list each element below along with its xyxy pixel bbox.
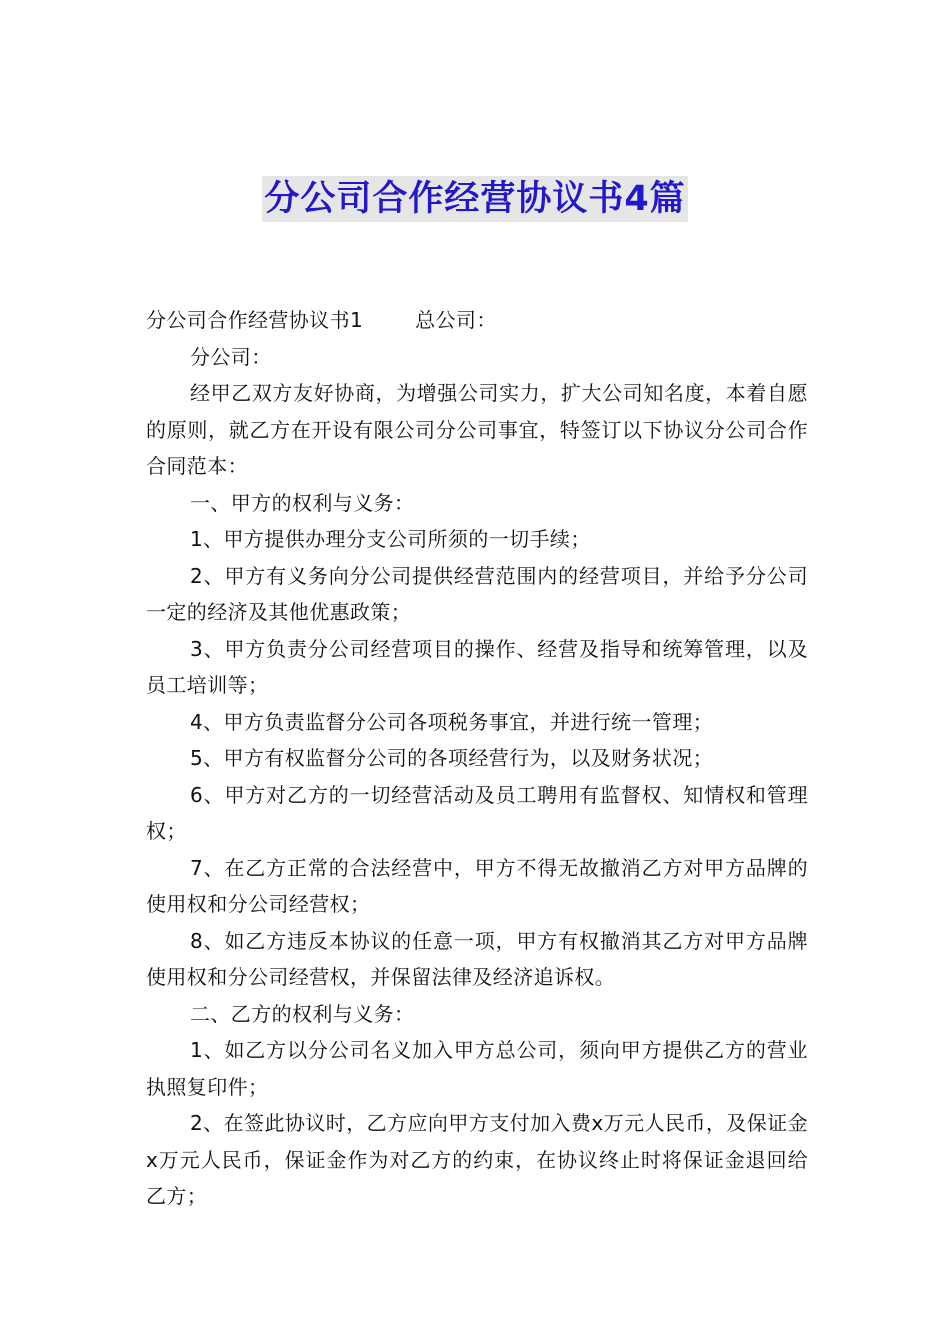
paragraph: 分公司： xyxy=(190,344,272,369)
agreement-heading: 分公司合作经营协议书1 xyxy=(146,308,364,332)
clause: 5、甲方有权监督分公司的各项经营行为，以及财务状况； xyxy=(190,746,714,770)
clause: 2、在签此协议时，乙方应向甲方支付加入费x万元人民币，及保证金x万元人民币，保证金作为对乙方的约束，在协议终止时将保证金退回给乙方； xyxy=(146,1111,808,1208)
section-heading: 二、乙方的权利与义务： xyxy=(190,1001,415,1026)
title-container xyxy=(0,176,950,222)
clause: 8、如乙方违反本协议的任意一项，甲方有权撤消其乙方对甲方品牌使用权和分公司经营权，并保留法律及经济追诉权。 xyxy=(146,928,808,989)
first-line xyxy=(146,302,808,339)
document-body xyxy=(146,302,808,1215)
clause: 3、甲方负责分公司经营项目的操作、经营及指导和统筹管理，以及员工培训等； xyxy=(146,636,808,697)
document-title: 分公司合作经营协议书4篇 xyxy=(262,176,687,222)
clause: 7、在乙方正常的合法经营中，甲方不得无故撤消乙方对甲方品牌的使用权和分公司经营权； xyxy=(146,855,808,916)
section-heading: 一、甲方的权利与义务： xyxy=(190,490,415,515)
clause: 1、如乙方以分公司名义加入甲方总公司，须向甲方提供乙方的营业执照复印件； xyxy=(146,1038,808,1099)
clause: 4、甲方负责监督分公司各项税务事宜，并进行统一管理； xyxy=(190,709,714,734)
clause: 6、甲方对乙方的一切经营活动及员工聘用有监督权、知情权和管理权； xyxy=(146,782,808,843)
clause: 2、甲方有义务向分公司提供经营范围内的经营项目，并给予分公司一定的经济及其他优惠政策； xyxy=(146,563,808,624)
clause: 1、甲方提供办理分支公司所须的一切手续； xyxy=(190,527,591,551)
party-a-label: 总公司： xyxy=(415,308,497,332)
paragraph: 经甲乙双方友好协商，为增强公司实力，扩大公司知名度，本着自愿的原则，就乙方在开设有限公司分公司事宜，特签订以下协议分公司合作合同范本： xyxy=(146,381,808,478)
